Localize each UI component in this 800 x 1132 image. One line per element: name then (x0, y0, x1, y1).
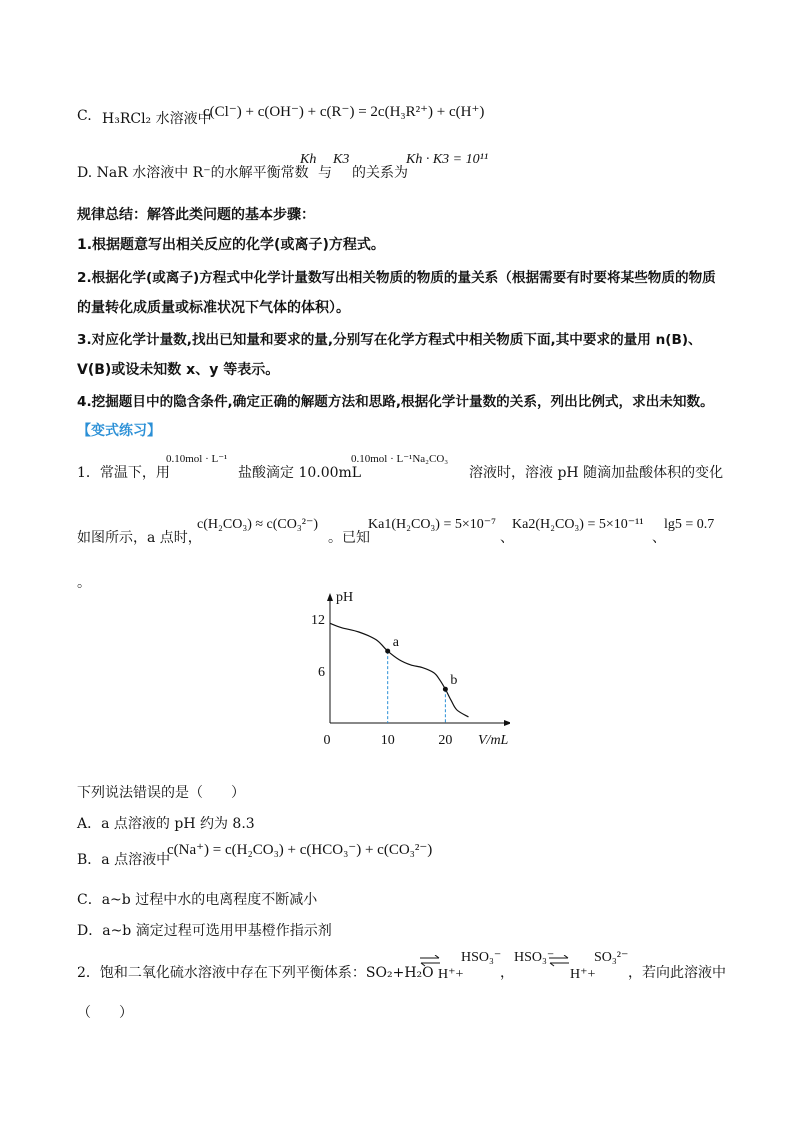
q1-option-c: C．a~b 过程中水的电离程度不断减小 (77, 892, 318, 908)
q1-sep-2: 、 (652, 530, 666, 546)
rules-step-2-line-1: 2.根据化学(或离子)方程式中化学计量数写出相关物质的物质的量关系（根据需要有时要将某些物质的物质 (77, 270, 716, 286)
x-tick-label: 20 (438, 733, 453, 748)
q2-eq2-right: H⁺+ (570, 967, 596, 982)
q2-so3: SO₃²⁻ (594, 950, 629, 965)
q2-answer-blank: （ ） (77, 1005, 133, 1021)
q2-line1-end: ，若向此溶液中 (628, 965, 726, 981)
q2-eq1-right: H⁺+ (438, 967, 464, 982)
q1-line1-mid: 盐酸滴定 10.00mL (238, 465, 362, 481)
y-axis-arrow-icon (327, 593, 333, 601)
q1-sep-1: 、 (500, 530, 514, 546)
rules-heading: 规律总结：解答此类问题的基本步骤： (77, 207, 315, 223)
q1-option-b-prefix: B．a 点溶液中 (77, 852, 171, 868)
q1-conc-na2co3: 0.10mol · L⁻¹Na₂CO₃ (351, 453, 449, 465)
q1-lg5: lg5 = 0.7 (664, 517, 715, 532)
y-tick-label: 6 (318, 665, 325, 680)
q2-line1-start: 2．饱和二氧化硫水溶液中存在下列平衡体系：SO₂+H₂O (77, 965, 434, 981)
point-label-b: b (450, 673, 458, 689)
q1-line1-start: 1．常温下，用 (77, 465, 170, 481)
q1-line2-start: 如图所示，a 点时， (77, 530, 202, 546)
q1-line1-end: 溶液时，溶液 pH 随滴加盐酸体积的变化 (469, 465, 724, 481)
option-d-text: D. NaR 水溶液中 R⁻的水解平衡常数 (77, 165, 309, 181)
y-axis-label: pH (336, 590, 354, 605)
option-c-compound: H₃RCl₂ 水溶液中 (102, 111, 212, 127)
q2-hso3-b: HSO₃⁻ (514, 950, 555, 965)
x-tick-label: 10 (380, 733, 395, 748)
rules-step-1: 1.根据题意写出相关反应的化学(或离子)方程式。 (77, 237, 385, 253)
q2-hso3: HSO₃⁻ (461, 950, 502, 965)
point-label-a: a (392, 635, 399, 651)
q1-given-label: 。已知 (328, 530, 370, 546)
q1-line3: 。 (77, 575, 91, 591)
option-d-connector: 与 (318, 165, 332, 181)
q1-condition: c(H₂CO₃) ≈ c(CO₃²⁻) (197, 517, 318, 532)
y-tick-label: 12 (311, 613, 325, 628)
option-d-kh: Kh (300, 152, 317, 167)
practice-title: 【变式练习】 (77, 423, 161, 439)
option-c-label: C. (77, 108, 92, 124)
q2-comma: ， (500, 965, 514, 981)
ph-curve (330, 623, 468, 717)
point-b (443, 687, 448, 692)
option-d-relation-label: 的关系为 (352, 165, 408, 181)
rules-step-3-line-1: 3.对应化学计量数,找出已知量和要求的量,分别写在化学方程式中相关物质下面,其中要求的量用 n(B)、 (77, 332, 702, 348)
q1-option-b-equation: c(Na⁺) = c(H₂CO₃) + c(HCO₃⁻) + c(CO₃²⁻) (167, 842, 433, 858)
option-d-relation: Kh · K3 = 10¹¹ (406, 152, 489, 167)
q1-option-a: A．a 点溶液的 pH 约为 8.3 (77, 816, 255, 832)
q1-conc-hcl: 0.10mol · L⁻¹ (166, 453, 228, 465)
q1-option-d: D．a~b 滴定过程可选用甲基橙作指示剂 (77, 923, 332, 939)
x-axis-label: V/mL (478, 733, 509, 748)
x-tick-label: 0 (323, 733, 331, 748)
option-c-equation: c(Cl⁻) + c(OH⁻) + c(R⁻) = 2c(H₃R²⁺) + c(H⁺) (203, 104, 485, 120)
ph-titration-chart (300, 585, 510, 755)
equilibrium-arrow-2-icon (548, 955, 570, 967)
rules-step-3-line-2: V(B)或设未知数 x、y 等表示。 (77, 362, 280, 378)
point-a (385, 649, 390, 654)
x-axis-arrow-icon (504, 720, 510, 726)
option-d-k3: K3 (333, 152, 350, 167)
rules-step-4: 4.挖掘题目中的隐含条件,确定正确的解题方法和思路,根据化学计量数的关系，列出比例式，求出未知数。 (77, 394, 714, 410)
q1-ka1: Ka1(H₂CO₃) = 5×10⁻⁷ (368, 517, 497, 532)
rules-step-2-line-2: 的量转化成质量或标准状况下气体的体积）。 (77, 300, 350, 316)
q1-prompt: 下列说法错误的是（ ） (77, 785, 245, 801)
q1-ka2: Ka2(H₂CO₃) = 5×10⁻¹¹ (512, 517, 644, 532)
